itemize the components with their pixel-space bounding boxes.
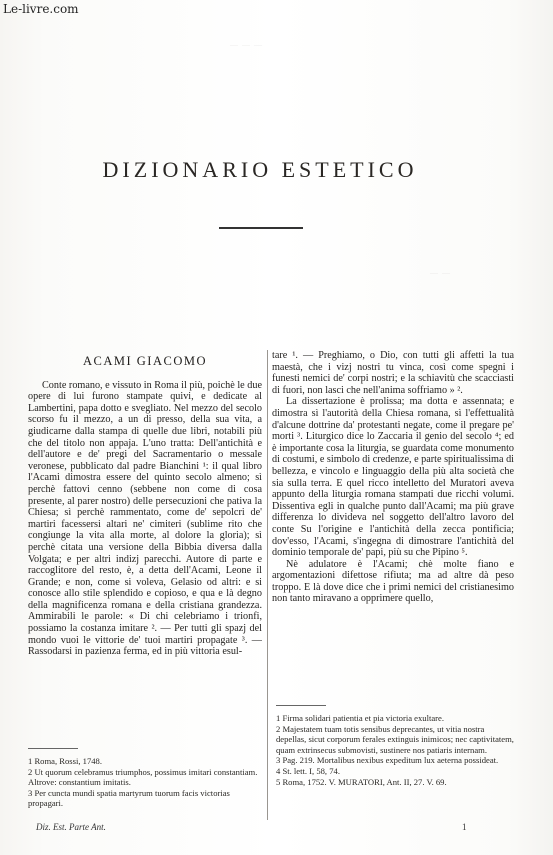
footnote: 4 St. lett. I, 58, 74. — [276, 765, 340, 776]
footnote: 1 Firma solidari patientia et pia victoria exultare. — [276, 713, 444, 723]
signature-mark: 1 — [462, 822, 467, 832]
footnote: 5 Roma, 1752. V. MURATORI, Ant. II, 27. V. 69. — [276, 776, 447, 787]
footnote: 3 Pag. 219. Mortalibus nexibus expeditum lux aeterna possideat. — [276, 755, 499, 766]
left-column — [28, 350, 262, 658]
footnotes-right — [276, 713, 514, 787]
footnote: 3 Per cuncta mundi spatia martyrum tuorum facis victorias propagari. — [28, 787, 230, 809]
title-rule — [219, 227, 303, 229]
right-column — [272, 350, 514, 605]
entry-heading: ACAMI GIACOMO — [82, 354, 208, 368]
footnote: 1 Roma, Rossi, 1748. — [28, 756, 103, 766]
printer-signature: Diz. Est. Parte Ant. — [36, 822, 106, 832]
footnote-rule — [276, 705, 326, 706]
footnote-rule — [28, 748, 78, 749]
bleed-through-mark: — — — [430, 268, 451, 277]
paragraph: La dissertazione è prolissa; ma dotta e assennata; e dimostra sì l'autorità della Chiesa romana, sì l'effettualità d'alcune dottrine da' protestanti negate, come il pregare pe' morti ³. Liturgico dice lo Zaccaria il genio del secolo ⁴; ed è importante cosa la liturgia, se guardata come monumento di costumi, e simbolo di credenze, e parte spiritualissima di bellezza, e vincolo e linguaggio della più alta società che sia sulla terra. E quel ricco intelletto del Muratori aveva appunto della liturgia romana stampati due ricchi volumi. Dissentiva egli in qualche punto dall'Acami; ma più grave differenza lo divideva nel soggetto dell'altro lavoro del conte Su l'origine e l'antichità della zecca pontificia; dov'esso, l'Acami, s'ingegna di dimostrare l'antichità del dominio temporale de' papi, più su che Pipino ⁵. — [272, 396, 514, 559]
footnote: 2 Ut quorum celebramus triumphos, possimus imitari constantiam. Altrove: constantium imitatis. — [28, 766, 258, 788]
footnote: 2 Majestatem tuam totis sensibus deprecantes, ut vitia nostra depellas, sicut corporum ferales extinguis inimicos; nec captivitatem, quam extrinsecus submovisti, sustinere nos patiaris internam. — [276, 723, 514, 755]
paragraph: tare ¹. — Preghiamo, o Dio, con tutti gli affetti la tua maestà, che i vizj nostri tu vinca, così come spegni i funesti nemici de' corpi nostri; e la schiavitù che scacciasti di fuori, non lasci che nell'anima soffriamo » ². — [272, 350, 514, 396]
paragraph: Conte romano, e vissuto in Roma il più, poichè le due opere di lui furono stampate quivi, e dedicate al Lambertini, papa dotto e svegliato. Nel mezzo del secolo scorso fu il mezzo, a un di presso, della sua vita, a giudicarne dalla stampa di quelle due libri, notabili più che del titolo non appaja. L'uno tratta: Dell'antichità e dell'autore e de' pregi del Sacramentario o messale veronese, pubblicato dal padre Bianchini ¹: il qual libro l'Acami dimostra essere del quinto secolo almeno; sì perchè fattovi cenno (sebbene non come di cosa presente, al parer nostro) delle persecuzioni che pativa la Chiesa; sì perchè rammentato, come de' sepolcri de' martiri facessersi altari ne' cimiteri (sublime rito che congiunge la vita alla morte, al dolore la gloria); sì perchè citata una versione della Bibbia diversa dalla Volgata; e per altri indizj parecchi. Autore di parte e raccoglitore del resto, è, a detta dell'Acami, Leone il Grande; e non, come si voleva, Gelasio od altri: e si conosce allo stile splendido e copioso, e qua e là degno della magnificenza romana e della cristiana grandezza. Ammirabili le parole: « Di chi celebriamo i trionfi, possiamo la costanza imitare ². — Per tutti gli spazj del mondo vuoi le vittorie de' tuoi martiri propagate ³. — Rassodarsi in pazienza ferma, ed in più vittoria esul- — [28, 379, 262, 658]
footnotes-left — [28, 756, 264, 809]
page-title: DIZIONARIO ESTETICO — [102, 157, 418, 182]
column-divider — [267, 350, 268, 820]
watermark: Le-livre.com — [3, 2, 79, 16]
bleed-through-header: — — — — [230, 40, 263, 49]
paragraph: Nè adulatore è l'Acami; chè molte fiano e argomentazioni difettose rifiuta; ma ad altre dà peso troppo. E là dove dice che i primi nemici del cristianesimo non tanto miravano a opprimere quello, — [272, 558, 514, 605]
